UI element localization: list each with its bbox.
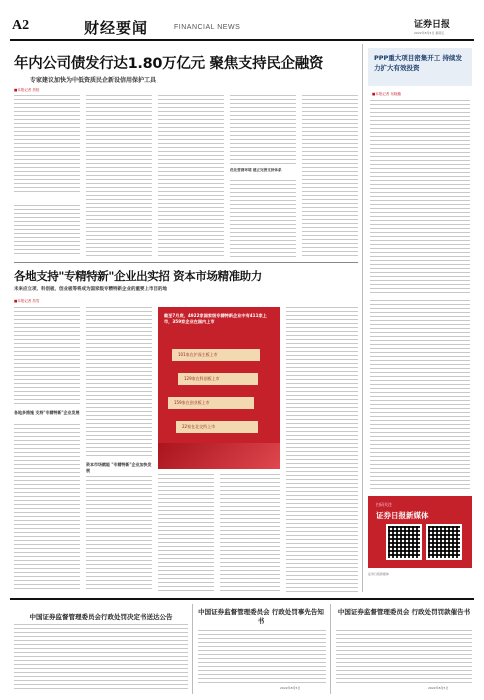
qr-code-right[interactable] xyxy=(426,524,462,560)
lead-mid-heading: 优化营商环境 建立完善支持体系 xyxy=(230,168,282,172)
infographic-ribbon xyxy=(158,443,280,469)
notice-3-title: 中国证券监督管理委员会 行政处罚罚款催告书 xyxy=(337,608,471,616)
paper-logo: 证券日报 xyxy=(414,20,451,30)
feature-byline: ■本报记者 昌雪 xyxy=(14,299,40,303)
notice-3-date: 2022年8月5日 xyxy=(428,686,449,690)
section-title: 财经要闻 xyxy=(84,19,149,37)
feature-infographic xyxy=(158,307,280,469)
infographic-top-text: 截至7月底，4922家国家级专精特新企业中有411家上市，359家企业在国内上市 xyxy=(164,313,267,324)
lead-col-2 xyxy=(86,95,152,257)
lead-headline: 年内公司债发行达1.80万亿元 聚焦支持民企融资 xyxy=(14,56,324,72)
infographic-bar-2-label: 129家在科创板上市 xyxy=(184,376,220,381)
lead-subheadline: 专家建议加快为中低资质民企新设信用保护工具 xyxy=(30,77,157,84)
promo-banner xyxy=(368,496,472,568)
infographic-bar-3 xyxy=(168,397,254,409)
right-column-body-2 xyxy=(370,300,470,490)
feature-col-3b xyxy=(158,474,214,592)
feature-subheadline: 未来应立项、科创板、创业板等将成为国家级专精特新企业的重要上市目的地 xyxy=(14,287,167,292)
notice-1-body xyxy=(14,624,188,692)
right-column-body-1 xyxy=(370,100,470,295)
feature-subhead-1: 各地多措施 支持"专精特新"企业发展 xyxy=(14,410,80,415)
lead-col-1 xyxy=(14,95,80,195)
right-column-headline: PPP重大项目密集开工 持续发力扩大有效投资 xyxy=(374,54,463,72)
lead-col-4 xyxy=(230,95,296,165)
notice-2-title: 中国证券监督管理委员会 行政处罚事先告知书 xyxy=(198,608,324,625)
section-subtitle-en: FINANCIAL NEWS xyxy=(174,24,241,31)
feature-subhead-2: 资本市场赋能 "专精特新"企业加快发展 xyxy=(86,462,152,473)
notice-3-body xyxy=(336,630,472,684)
qr-code-left[interactable] xyxy=(386,524,422,560)
infographic-bar-1 xyxy=(172,349,260,361)
lead-col-4b xyxy=(230,180,296,257)
notices-divider-1 xyxy=(192,604,193,694)
notices-divider-2 xyxy=(330,604,331,694)
notice-1-title: 中国证券监督管理委员会行政处罚决定书送达公告 xyxy=(29,613,173,621)
lead-col-1-subhead xyxy=(14,196,15,201)
promo-caption: 证券日报新媒体 xyxy=(368,572,390,576)
feature-col-2a xyxy=(86,307,152,457)
promo-line-2: 证券日报新媒体 xyxy=(376,511,429,520)
feature-col-1a xyxy=(14,307,80,407)
notice-2-date: 2022年8月5日 xyxy=(280,686,301,690)
feature-headline: 各地支持"专精特新"企业出实招 资本市场精准助力 xyxy=(14,269,262,283)
page-code: A2 xyxy=(12,18,30,33)
lead-col-3 xyxy=(158,95,224,257)
infographic-bar-4-label: 22家在北交所上市 xyxy=(182,424,216,429)
masthead-rule xyxy=(10,39,474,41)
infographic-bar-2 xyxy=(178,373,258,385)
infographic-bar-1-label: 101家在沪深主板上市 xyxy=(178,352,218,357)
lead-col-5 xyxy=(302,95,358,257)
notices-top-rule xyxy=(10,598,474,600)
feature-col-4b xyxy=(220,474,280,592)
notice-2-body xyxy=(198,630,326,684)
infographic-bar-3-label: 159家在创业板上市 xyxy=(174,400,210,405)
feature-top-rule xyxy=(14,262,358,263)
infographic-bar-4 xyxy=(176,421,258,433)
feature-col-1b xyxy=(14,424,80,592)
column-divider xyxy=(362,44,363,592)
feature-col-5 xyxy=(286,307,358,592)
promo-line-1: 扫码关注 xyxy=(376,502,392,507)
right-column-byline: ■本报记者 吴晓璐 xyxy=(372,92,401,96)
feature-col-2b xyxy=(86,476,152,592)
date-line: 2022年8月5日 星期五 xyxy=(414,31,445,35)
lead-byline: ■本报记者 昌校 xyxy=(14,88,40,92)
lead-col-1b xyxy=(14,205,80,257)
